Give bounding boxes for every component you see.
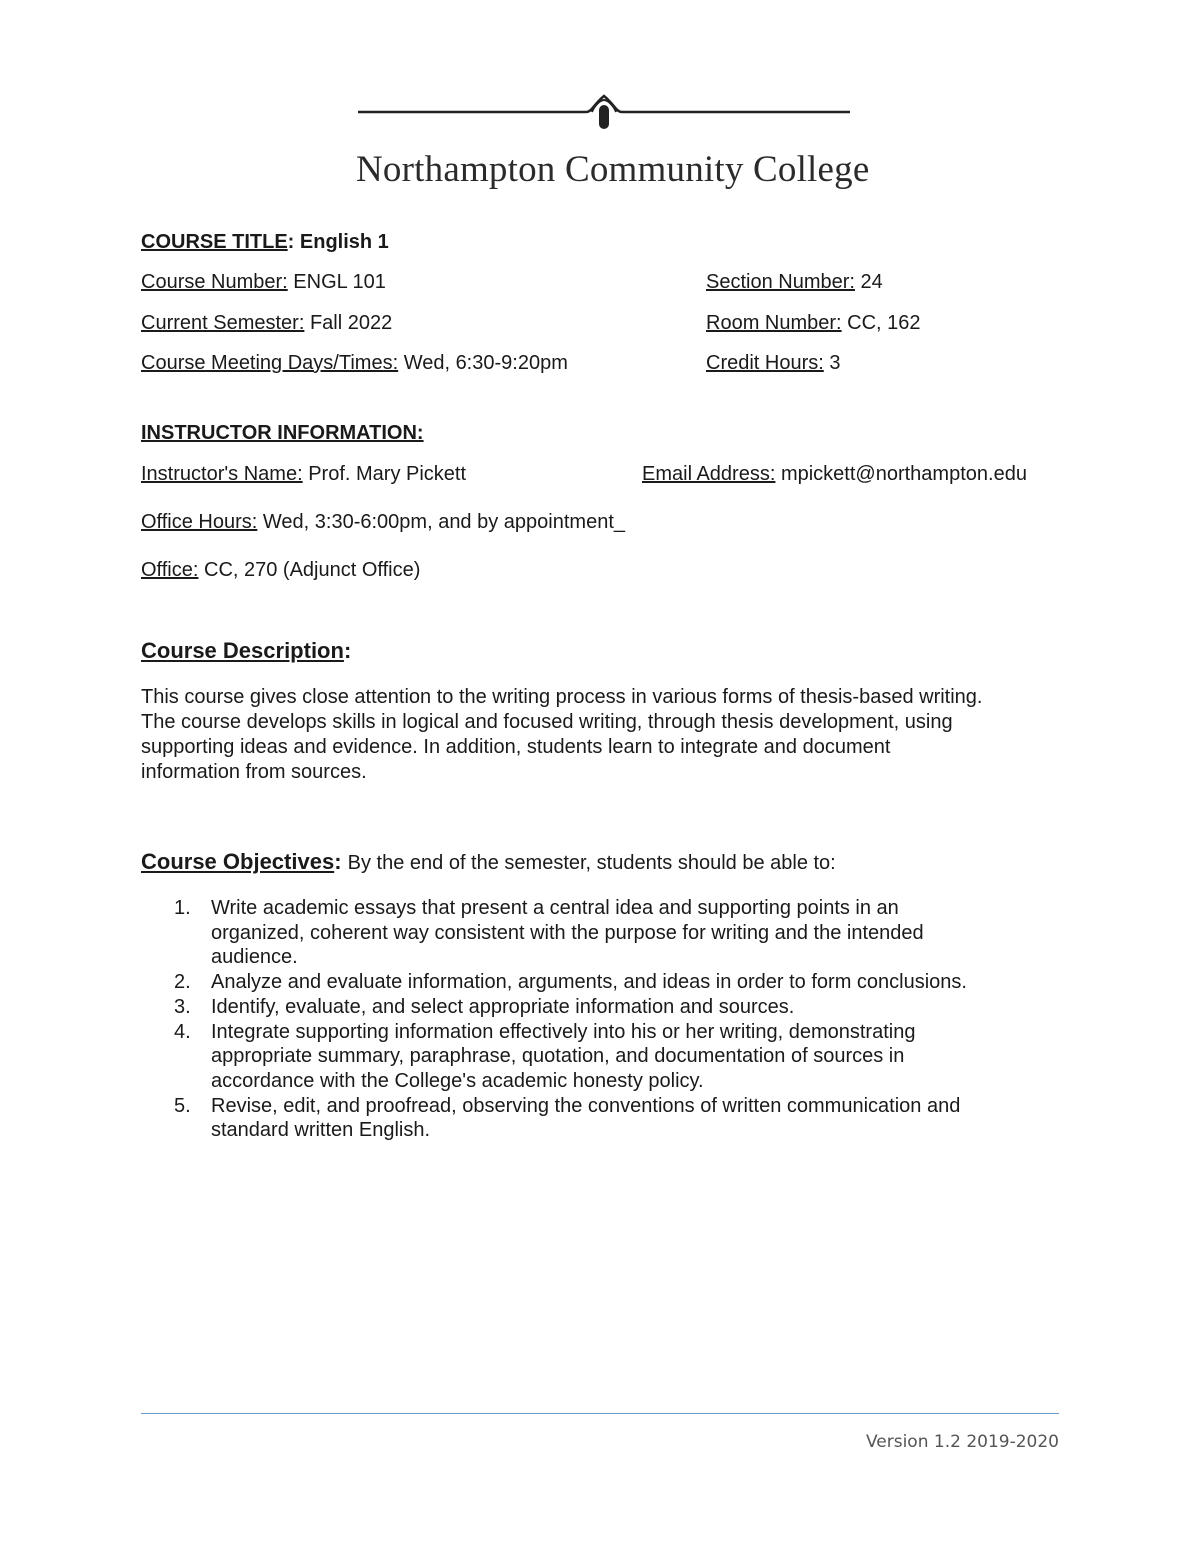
list-item-line: organized, coherent way consistent with the purpose for writing and the intended: [211, 921, 924, 944]
meeting-line: [141, 351, 568, 375]
office-label: Office:: [141, 559, 199, 581]
description-line: information from sources.: [141, 761, 367, 783]
semester-label: Current Semester:: [141, 312, 305, 334]
footer-divider: [141, 1413, 1059, 1414]
office-hours-value: Wed, 3:30-6:00pm, and by appointment_: [262, 511, 625, 533]
section-number-label: Section Number:: [706, 271, 855, 293]
instructor-name-label: Instructor's Name:: [141, 463, 303, 485]
list-item-number: 4.: [174, 1020, 191, 1043]
instructor-heading: INSTRUCTOR INFORMATION:: [141, 422, 424, 444]
semester-line: [141, 311, 392, 335]
room-number-value: CC, 162: [847, 312, 921, 334]
email-value[interactable]: mpickett@northampton.edu: [780, 463, 1027, 485]
college-name: Northampton Community College: [356, 149, 870, 190]
course-title-colon: :: [287, 231, 300, 253]
credit-hours-line: [706, 351, 841, 375]
list-item: [141, 1020, 1071, 1094]
office-value: CC, 270 (Adjunct Office): [204, 559, 421, 581]
office-line: [141, 558, 420, 582]
course-title-line: [141, 230, 389, 254]
list-item-number: 1.: [174, 897, 191, 919]
course-number-value: ENGL 101: [293, 271, 386, 293]
meeting-label: Course Meeting Days/Times:: [141, 352, 399, 374]
list-item-number: 5.: [174, 1094, 191, 1117]
list-item-line: Integrate supporting information effectively into his or her writing, demonstrating: [211, 1020, 916, 1043]
course-number-line: [141, 270, 386, 294]
meeting-value: Wed, 6:30-9:20pm: [403, 352, 568, 374]
description-heading: Course Description: [141, 638, 344, 663]
objectives-heading: Course Objectives: [141, 849, 335, 874]
office-hours-label: Office Hours:: [141, 511, 258, 533]
objectives-heading-colon: :: [334, 849, 342, 874]
list-item-line: standard written English.: [211, 1119, 431, 1142]
college-logo: [356, 90, 870, 195]
description-line: supporting ideas and evidence. In addition, students learn to integrate and document: [141, 736, 891, 758]
semester-value: Fall 2022: [309, 312, 393, 334]
objectives-heading-line: [141, 849, 836, 876]
list-item-line: Analyze and evaluate information, arguments, and ideas in order to form conclusions.: [211, 971, 967, 994]
email-label: Email Address:: [642, 463, 776, 485]
credit-hours-label: Credit Hours:: [706, 352, 824, 374]
description-line: The course develops skills in logical and focused writing, through thesis development, using: [141, 711, 953, 733]
course-title-value: English 1: [299, 231, 389, 253]
credit-hours-value: 3: [829, 352, 841, 374]
section-number-line: [706, 270, 883, 294]
list-item-number: 2.: [174, 971, 191, 994]
list-item-line: Write academic essays that present a central idea and supporting points in an: [211, 897, 899, 919]
list-item-line: Revise, edit, and proofread, observing the conventions of written communication and: [211, 1094, 961, 1117]
list-item-line: accordance with the College's academic honesty policy.: [211, 1069, 704, 1092]
course-title-label: COURSE TITLE: [141, 231, 288, 253]
description-paragraph: [141, 685, 1071, 785]
objectives-intro: By the end of the semester, students should be able to:: [347, 852, 836, 874]
email-line: [642, 462, 1027, 486]
list-item: [141, 970, 1071, 995]
instructor-name-value: Prof. Mary Pickett: [308, 463, 467, 485]
list-item-line: Identify, evaluate, and select appropriate information and sources.: [211, 995, 795, 1018]
description-heading-colon: :: [343, 638, 352, 663]
room-number-label: Room Number:: [706, 312, 842, 334]
list-item-line: audience.: [211, 946, 298, 969]
objectives-list: [141, 896, 1071, 1143]
office-hours-line: [141, 510, 625, 534]
version-label: Version 1.2 2019-2020: [865, 1432, 1059, 1452]
course-number-label: Course Number:: [141, 271, 288, 293]
description-line: This course gives close attention to the writing process in various forms of thesis-based writing.: [141, 686, 983, 708]
list-item: [141, 1094, 1071, 1143]
list-item: [141, 995, 1071, 1020]
instructor-name-line: [141, 462, 466, 486]
description-heading-line: [141, 638, 351, 664]
list-item-line: appropriate summary, paraphrase, quotation, and documentation of sources in: [211, 1045, 905, 1068]
list-item: [141, 896, 1071, 970]
room-number-line: [706, 311, 921, 335]
section-number-value: 24: [860, 271, 883, 293]
logo-emblem-icon: [356, 90, 852, 140]
list-item-number: 3.: [174, 995, 191, 1018]
